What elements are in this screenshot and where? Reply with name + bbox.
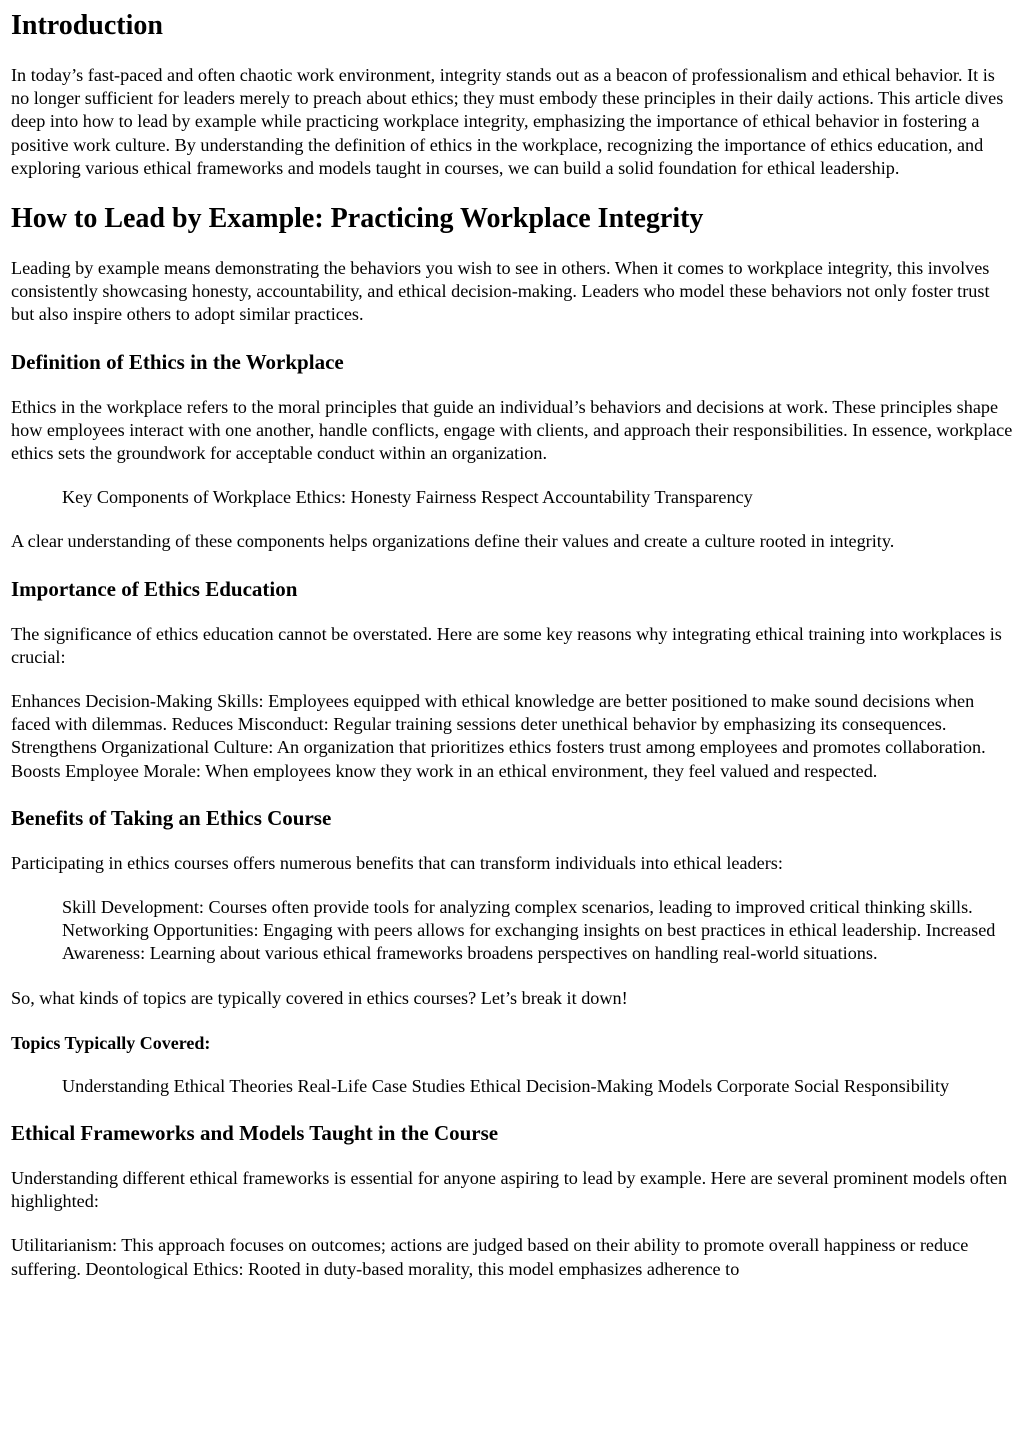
frameworks-paragraph: Understanding different ethical frameworks is essential for anyone aspiring to lead by example. Here are several prominent models often highlighted: (11, 1168, 1008, 1212)
intro-paragraph: In today’s fast-paced and often chaotic work environment, integrity stands out as a beacon of professionalism and ethical behavior. It is no longer sufficient for leaders merely to preach about ethics; they must embody these principles in their daily actions. This article dives deep into how to lead by example while practicing workplace integrity, emphasizing the importance of ethical behavior in fostering a positive work culture. By understanding the definition of ethics in the workplace, recognizing the importance of ethics education, and exploring various ethical frameworks and models taught in courses, we can build a solid foundation for ethical leadership. (11, 65, 1004, 178)
education-reasons-paragraph: Enhances Decision-Making Skills: Employees equipped with ethical knowledge are better positioned to make sound decisions when faced with dilemmas. Reduces Misconduct: Regular training sessions deter unethical behavior by emphasizing its consequences. Strengthens Organizational Culture: An organization that prioritizes ethics fosters trust among employees and promotes collaboration. Boosts Employee Morale: When employees know they work in an ethical environment, they feel valued and respected. (11, 691, 986, 781)
heading-lead-by-example: How to Lead by Example: Practicing Workplace Integrity (11, 203, 704, 235)
definition-paragraph: Ethics in the workplace refers to the moral principles that guide an individual’s behaviors and decisions at work. These principles shape how employees interact with one another, handle conflicts, engage with clients, and approach their responsibilities. In essence, workplace ethics sets the groundwork for acceptable conduct within an organization. (11, 396, 1013, 464)
lead-paragraph: Leading by example means demonstrating the behaviors you wish to see in others. When it comes to workplace integrity, this involves consistently showcasing honesty, accountability, and ethical decision-making. Leaders who model these behaviors not only foster trust but also inspire others to adopt similar practices. (11, 258, 990, 325)
course-paragraph: Participating in ethics courses offers numerous benefits that can transform individuals into ethical leaders: (11, 852, 783, 873)
frameworks-models-paragraph: Utilitarianism: This approach focuses on outcomes; actions are judged based on their ability to promote overall happiness or reduce suffering. Deontological Ethics: Rooted in duty-based morality, this model emphasizes adherence to (11, 1235, 969, 1279)
heading-introduction: Introduction (11, 10, 163, 41)
heading-definition-of-ethics: Definition of Ethics in the Workplace (11, 349, 344, 374)
education-paragraph: The significance of ethics education cannot be overstated. Here are some key reasons why integrating ethical training into workplaces is crucial: (11, 623, 1002, 667)
article (0, 9, 1024, 1281)
heading-ethical-frameworks: Ethical Frameworks and Models Taught in the Course (11, 1121, 499, 1146)
topics-quote: Understanding Ethical Theories Real-Life Case Studies Ethical Decision-Making Models Corporate Social Responsibility (62, 1075, 950, 1096)
heading-importance-of-ethics-education: Importance of Ethics Education (11, 576, 298, 601)
course-benefits-quote: Skill Development: Courses often provide tools for analyzing complex scenarios, leading to improved critical thinking skills. Networking Opportunities: Engaging with peers allows for exchanging insights on best practices in ethical leadership. Increased Awareness: Learning about various ethical frameworks broadens perspectives on handling real-world situations. (62, 897, 996, 964)
topics-intro-paragraph: So, what kinds of topics are typically covered in ethics courses? Let’s break it down! (11, 987, 628, 1008)
key-components-quote: Key Components of Workplace Ethics: Honesty Fairness Respect Accountability Transparency (62, 487, 753, 508)
components-summary-paragraph: A clear understanding of these components helps organizations define their values and create a culture rooted in integrity. (11, 531, 895, 552)
heading-benefits-of-ethics-course: Benefits of Taking an Ethics Course (11, 805, 332, 830)
heading-topics-typically-covered: Topics Typically Covered: (11, 1032, 211, 1053)
